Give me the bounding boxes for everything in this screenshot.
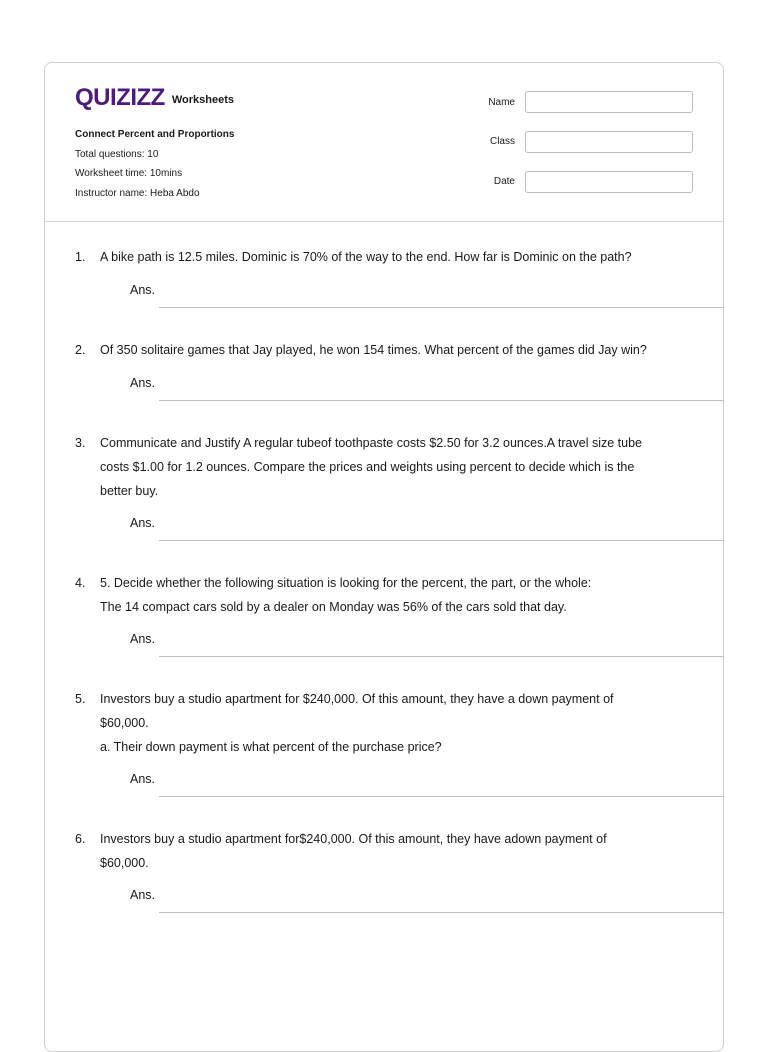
- question-text: [100, 431, 695, 503]
- total-questions: Total questions: 10: [75, 148, 159, 160]
- logo-subtitle: Worksheets: [171, 94, 234, 106]
- question-text: [100, 571, 695, 619]
- class-label: Class: [489, 136, 515, 147]
- answer-line[interactable]: [159, 796, 724, 797]
- answer-line[interactable]: [159, 400, 724, 401]
- answer-label: Ans.: [130, 516, 156, 530]
- worksheet-meta: [75, 125, 234, 203]
- worksheet-time: Worksheet time: 10mins: [75, 168, 183, 179]
- date-field[interactable]: [525, 171, 693, 193]
- question-line: costs $1.00 for 1.2 ounces. Compare the prices and weights using percent to decide which is the: [100, 460, 635, 474]
- name-label: Name: [488, 97, 515, 108]
- answer-line[interactable]: [159, 540, 724, 541]
- question-line: Of 350 solitaire games that Jay played, he won 154 times. What percent of the games did Jay win?: [100, 343, 647, 357]
- worksheet-title: Connect Percent and Proportions: [75, 129, 235, 140]
- class-field[interactable]: [525, 131, 693, 153]
- worksheet-header: [45, 63, 723, 222]
- question-line: $60,000.: [100, 716, 149, 730]
- question-line: A bike path is 12.5 miles. Dominic is 70% of the way to the end. How far is Dominic on the path?: [100, 250, 632, 264]
- question-line: $60,000.: [100, 856, 149, 870]
- question-text: [100, 687, 695, 759]
- quizizz-logo: QUIZIZZ: [75, 84, 165, 111]
- question-number: 4.: [75, 576, 86, 590]
- name-field[interactable]: [525, 91, 693, 113]
- question-line: Investors buy a studio apartment for $240,000. Of this amount, they have a down payment of: [100, 692, 614, 706]
- worksheet-page: [44, 62, 724, 1052]
- question-text: [100, 338, 695, 362]
- question-line: Communicate and Justify A regular tubeof toothpaste costs $2.50 for 3.2 ounces.A travel size tube: [100, 436, 642, 450]
- answer-label: Ans.: [130, 376, 156, 390]
- answer-line[interactable]: [159, 307, 724, 308]
- answer-label: Ans.: [130, 772, 156, 786]
- answer-line[interactable]: [159, 656, 724, 657]
- question-line: a. Their down payment is what percent of the purchase price?: [100, 740, 442, 754]
- question-number: 3.: [75, 436, 86, 450]
- question-number: 1.: [75, 250, 86, 264]
- question-number: 5.: [75, 692, 86, 706]
- question-line: 5. Decide whether the following situation is looking for the percent, the part, or the whole:: [100, 576, 592, 590]
- answer-label: Ans.: [130, 888, 156, 902]
- question-line: The 14 compact cars sold by a dealer on Monday was 56% of the cars sold that day.: [100, 600, 567, 614]
- brand: [75, 85, 234, 111]
- question-number: 6.: [75, 832, 86, 846]
- date-label: Date: [493, 176, 515, 187]
- instructor-name: Instructor name: Heba Abdo: [75, 187, 200, 199]
- question-text: [100, 827, 695, 875]
- question-number: 2.: [75, 343, 86, 357]
- answer-line[interactable]: [159, 912, 724, 913]
- question-line: better buy.: [100, 484, 159, 498]
- answer-label: Ans.: [130, 283, 156, 297]
- answer-label: Ans.: [130, 632, 156, 646]
- question-line: Investors buy a studio apartment for$240,000. Of this amount, they have adown payment of: [100, 832, 607, 846]
- question-text: [100, 245, 695, 269]
